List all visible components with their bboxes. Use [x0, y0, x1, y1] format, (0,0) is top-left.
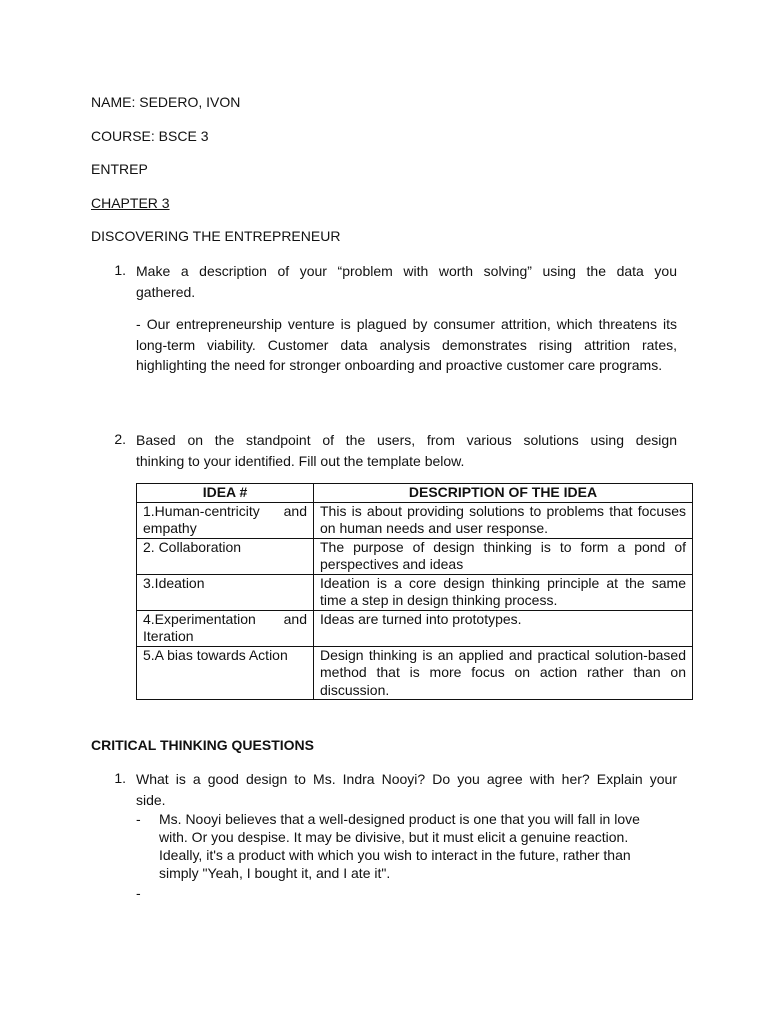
chapter-heading: CHAPTER 3 — [91, 195, 170, 211]
q2-number: 2. — [114, 431, 126, 447]
idea-cell: 2. Collaboration — [137, 538, 314, 574]
q1-prompt-line2: gathered. — [136, 283, 196, 300]
table-row — [137, 646, 693, 700]
q2-prompt-line2: thinking to your identified. Fill out the template below. — [136, 452, 465, 469]
header-description: DESCRIPTION OF THE IDEA — [314, 484, 693, 503]
critical-answer-item — [136, 810, 669, 882]
table-header-row — [137, 484, 693, 503]
critical-answer: Ms. Nooyi believes that a well-designed product is one that you will fall in love with. Or you despise. It may be divisive, but it must elicit a genuine reaction. Ideally, it's a product with which you wish to interact in the future, rather than simply "Yeah, I bought it, and I ate it". — [159, 811, 640, 881]
description-cell: This is about providing solutions to problems that focuses on human needs and user response. — [314, 502, 693, 538]
document-title: DISCOVERING THE ENTREPRENEUR — [91, 228, 341, 244]
q1-number: 1. — [114, 262, 126, 278]
course: COURSE: BSCE 3 — [91, 128, 209, 144]
q1-prompt — [136, 261, 677, 302]
dash-bullet: - — [136, 811, 141, 827]
q1-answer: - Our entrepreneurship venture is plagued by consumer attrition, which threatens its long-term viability. Customer data analysis demonstrates rising attrition rates, highlighting the need for stronger onboarding and proactive customer care programs. — [136, 316, 677, 373]
dash-bullet-empty: - — [136, 885, 141, 901]
q1-prompt-line1: Make a description of your “problem with worth solving” using the data you — [136, 263, 677, 279]
q2-prompt-line1: Based on the standpoint of the users, from various solutions using design — [136, 432, 677, 448]
critical-q1-line2: side. — [136, 791, 166, 808]
description-cell: The purpose of design thinking is to form a pond of perspectives and ideas — [314, 538, 693, 574]
q2-prompt — [136, 430, 677, 471]
idea-cell: 1.Human-centricity and empathy — [137, 502, 314, 538]
idea-cell: 5.A bias towards Action — [137, 646, 314, 700]
critical-q1-number: 1. — [114, 770, 126, 786]
table-row — [137, 574, 693, 610]
description-cell: Ideas are turned into prototypes. — [314, 610, 693, 646]
idea-cell: 4.Experimentation and Iteration — [137, 610, 314, 646]
description-cell: Design thinking is an applied and practical solution-based method that is more focus on action rather than on discussion. — [314, 646, 693, 700]
header-idea: IDEA # — [137, 484, 314, 503]
critical-heading: CRITICAL THINKING QUESTIONS — [91, 737, 314, 753]
subject: ENTREP — [91, 161, 148, 177]
idea-cell: 3.Ideation — [137, 574, 314, 610]
critical-q1-line1: What is a good design to Ms. Indra Nooyi? Do you agree with her? Explain your — [136, 771, 677, 787]
table-row — [137, 538, 693, 574]
student-name: NAME: SEDERO, IVON — [91, 94, 241, 110]
critical-q1-prompt — [136, 769, 677, 810]
table-row — [137, 610, 693, 646]
ideas-table — [136, 483, 693, 700]
table-row — [137, 502, 693, 538]
description-cell: Ideation is a core design thinking principle at the same time a step in design thinking process. — [314, 574, 693, 610]
